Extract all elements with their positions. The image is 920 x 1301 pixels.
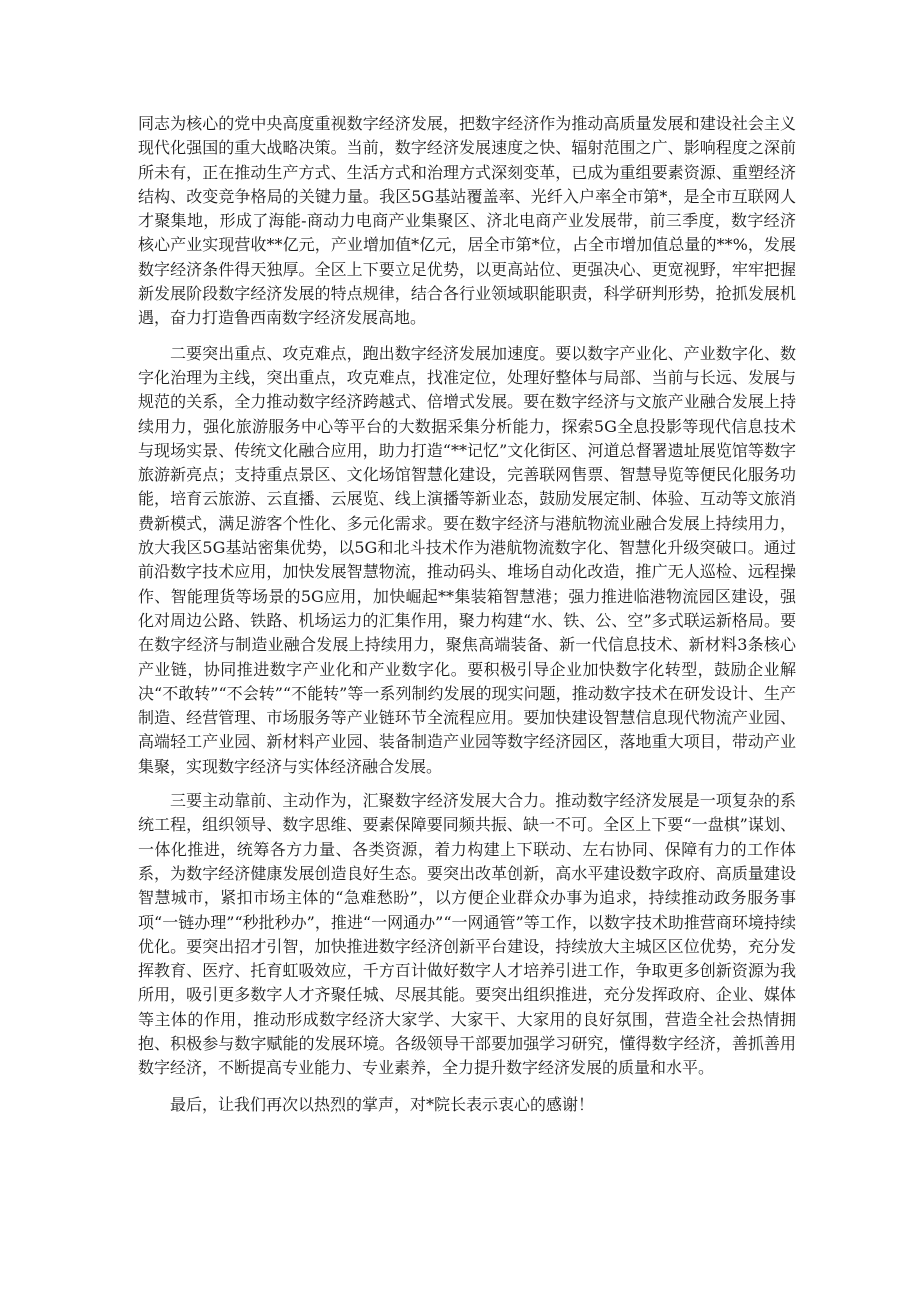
paragraph-joint-effort: 三要主动靠前、主动作为，汇聚数字经济发展大合力。推动数字经济发展是一项复杂的系统工程，组织领导、数字思维、要素保障要同频共振、缺一不可。全区上下要“一盘棋”谋划、一体化推进，统筹各方力量、各类资源，着力构建上下联动、左右协同、保障有力的工作体系，为数字经济健康发展创造良好生态。要突出改革创新，高水平建设数字政府、高质量建设智慧城市，紧扣市场主体的“急难愁盼”，以方便企业群众办事为追求，持续推动政务服务事项“一链办理”“秒批秒办”，推进“一网通办”“一网通管”等工作，以数字技术助推营商环境持续优化。要突出招才引智，加快推进数字经济创新平台建设，持续放大主城区区位优势，充分发挥教育、医疗、托育虹吸效应，千方百计做好数字人才培养引进工作，争取更多创新资源为我所用，吸引更多数字人才齐聚任城、尽展其能。要突出组织推进，充分发挥政府、企业、媒体等主体的作用，推动形成数字经济大家学、大家干、大家用的良好氛围，营造全社会热情拥抱、积极参与数字赋能的发展环境。各级领导干部要加强学习研究，懂得数字经济，善抓善用数字经济，不断提高专业能力、专业素养，全力提升数字经济发展的质量和水平。 — [138, 791, 796, 1078]
paragraph-closing-thanks: 最后，让我们再次以热烈的掌声，对*院长表示衷心的感谢！ — [170, 1094, 595, 1114]
paragraph-key-points: 二要突出重点、攻克难点，跑出数字经济发展加速度。要以数字产业化、产业数字化、数字化治理为主线，突出重点，攻克难点，找准定位，处理好整体与局部、当前与长远、发展与规范的关系，全力推动数字经济跨越式、倍增式发展。要在数字经济与文旅产业融合发展上持续用力，强化旅游服务中心等平台的大数据采集分析能力，探索5G全息投影等现代信息技术与现场实景、传统文化融合应用，助力打造“**记忆”文化街区、河道总督署遗址展览馆等数字旅游新亮点；支持重点景区、文化场馆智慧化建设，完善联网售票、智慧导览等便民化服务功能，培育云旅游、云直播、云展览、线上演播等新业态，鼓励发展定制、体验、互动等文旅消费新模式，满足游客个性化、多元化需求。要在数字经济与港航物流业融合发展上持续用力，放大我区5G基站密集优势，以5G和北斗技术作为港航物流数字化、智慧化升级突破口。通过前沿数字技术应用，加快发展智慧物流，推动码头、堆场自动化改造，推广无人巡检、远程操作、智能理货等场景的5G应用，加快崛起**集装箱智慧港；强力推进临港物流园区建设，强化对周边公路、铁路、机场运力的汇集作用，聚力构建“水、铁、公、空”多式联运新格局。要在数字经济与制造业融合发展上持续用力，聚焦高端装备、新一代信息技术、新材料3条核心产业链，协同推进数字产业化和产业数字化。要积极引导企业加快数字化转型，鼓励企业解决“不敢转”“不会转”“不能转”等一系列制约发展的现实问题，推动数字技术在研发设计、生产制造、经营管理、市场服务等产业链环节全流程应用。要加快建设智慧信息现代物流产业园、高端轻工产业园、新材料产业园、装备制造产业园等数字经济园区，落地重大项目，带动产业集聚，实现数字经济与实体经济融合发展。 — [138, 343, 796, 776]
document-body — [138, 112, 796, 1117]
paragraph-digital-economy-overview: 同志为核心的党中央高度重视数字经济发展，把数字经济作为推动高质量发展和建设社会主义现代化强国的重大战略决策。当前，数字经济发展速度之快、辐射范围之广、影响程度之深前所未有，正在推动生产方式、生活方式和治理方式深刻变革，已成为重组要素资源、重塑经济结构、改变竞争格局的关键力量。我区5G基站覆盖率、光纤入户率全市第*，是全市互联网人才聚集地，形成了海能-商动力电商产业集聚区、济北电商产业发展带，前三季度，数字经济核心产业实现营收**亿元，产业增加值*亿元，居全市第*位，占全市增加值总量的**%，发展数字经济条件得天独厚。全区上下要立足优势，以更高站位、更强决心、更宽视野，牢牢把握新发展阶段数字经济发展的特点规律，结合各行业领域职能职责，科学研判形势，抢抓发展机遇，奋力打造鲁西南数字经济发展高地。 — [138, 114, 796, 328]
